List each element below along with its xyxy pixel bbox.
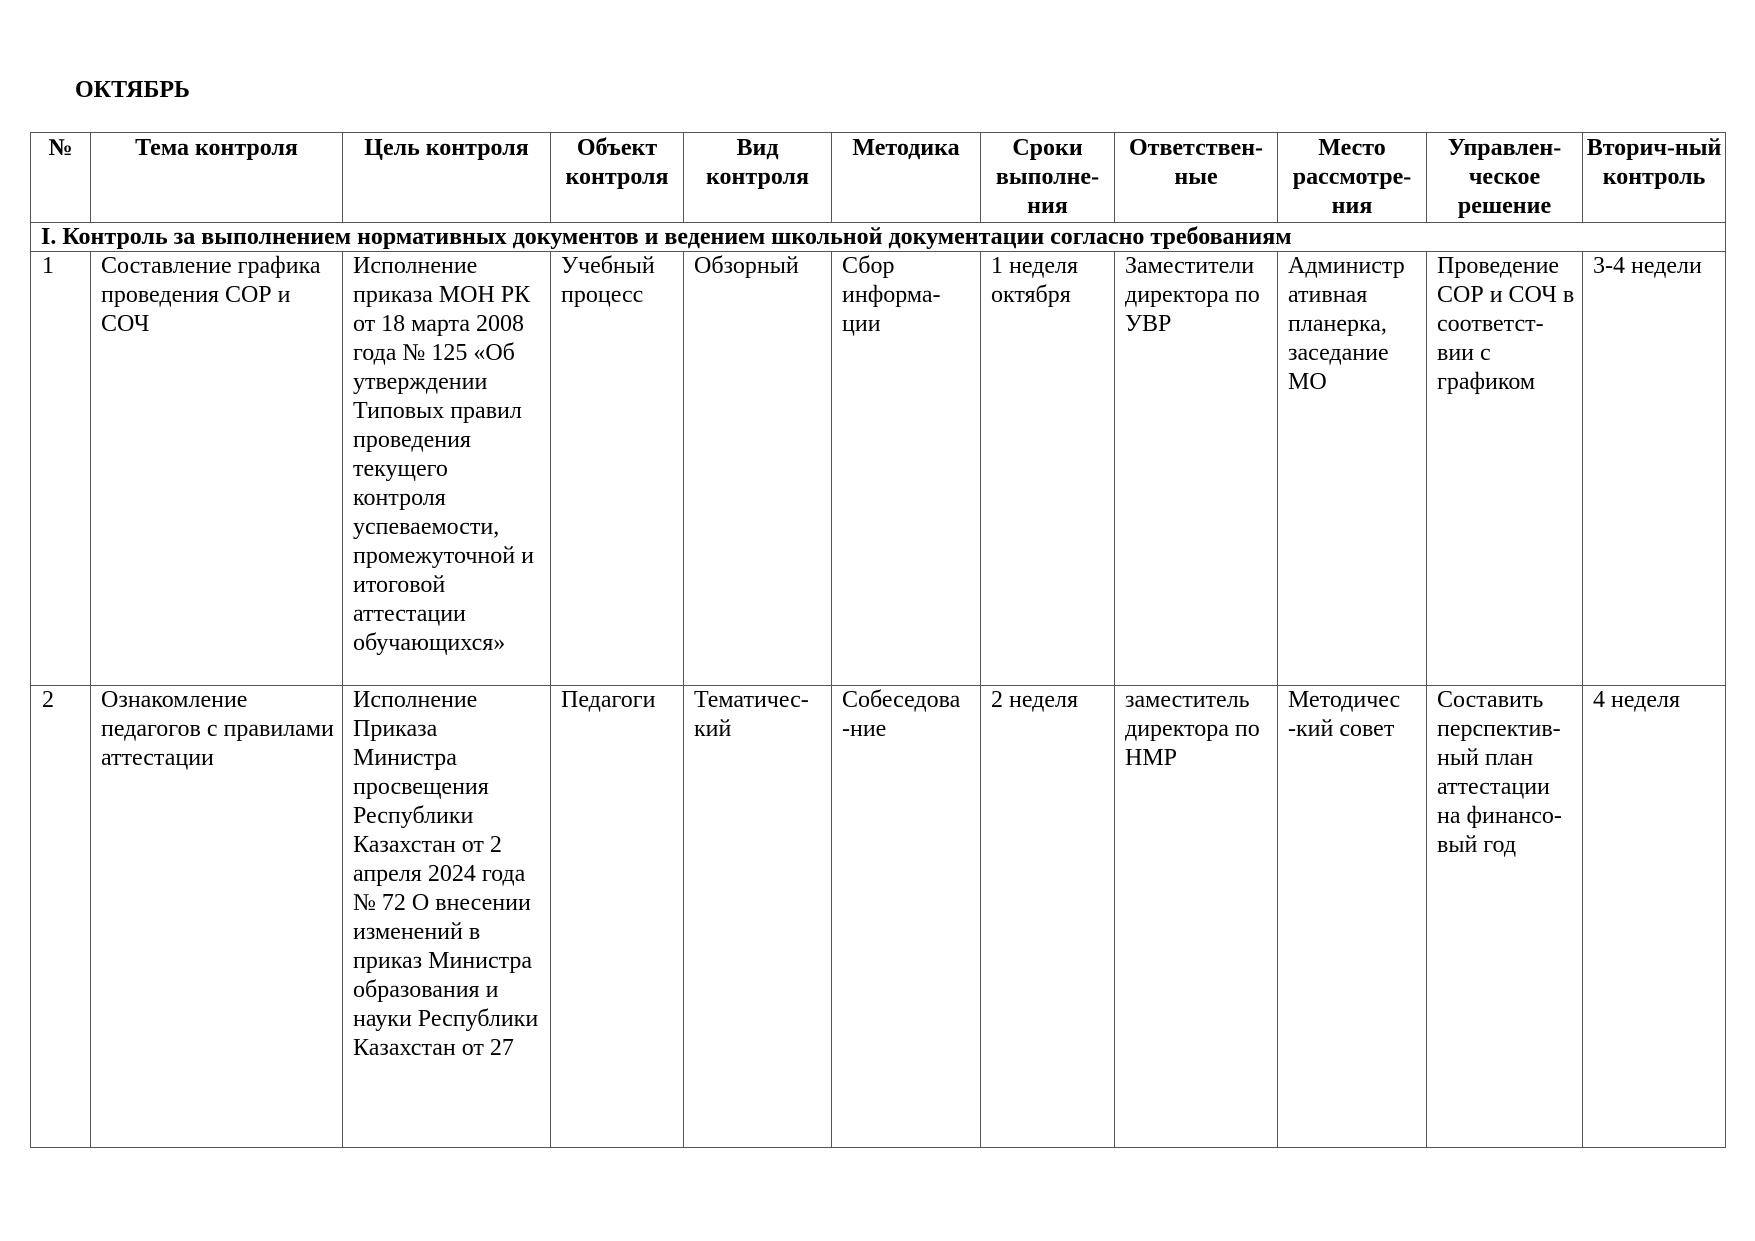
header-goal: Цель контроля — [343, 133, 551, 223]
row-object: Учебный процесс — [551, 252, 684, 686]
row-deadline: 2 неделя — [981, 686, 1115, 1148]
control-plan-table — [30, 132, 1726, 1148]
row-goal: Исполнение приказа МОН РК от 18 марта 2008 года № 125 «Об утверждении Типовых правил проведения текущего контроля успеваемости, промежуточной и итоговой аттестации обучающихся» — [343, 252, 551, 686]
table-row — [31, 686, 1726, 1148]
row-responsible: Заместители директора по УВР — [1115, 252, 1278, 686]
header-type: Вид контроля — [684, 133, 832, 223]
section-row — [31, 223, 1726, 252]
page-heading: ОКТЯБРЬ — [75, 77, 190, 103]
row-num: 1 — [31, 252, 91, 686]
row-place: Методичес -кий совет — [1278, 686, 1427, 1148]
table-row — [31, 252, 1726, 686]
table-header-row — [31, 133, 1726, 223]
row-deadline: 1 неделя октября — [981, 252, 1115, 686]
header-deadline: Сроки выполне-ния — [981, 133, 1115, 223]
row-topic: Ознакомление педагогов с правилами аттестации — [91, 686, 343, 1148]
row-num: 2 — [31, 686, 91, 1148]
header-place: Место рассмотре-ния — [1278, 133, 1427, 223]
row-goal: Исполнение Приказа Министра просвещения Республики Казахстан от 2 апреля 2024 года № 72 О внесении изменений в приказ Министра образования и науки Республики Казахстан от 27 — [343, 686, 551, 1148]
header-responsible: Ответствен-ные — [1115, 133, 1278, 223]
row-responsible: заместитель директора по НМР — [1115, 686, 1278, 1148]
row-place: Администр ативная планерка, заседание МО — [1278, 252, 1427, 686]
row-type: Обзорный — [684, 252, 832, 686]
row-secondary: 4 неделя — [1583, 686, 1726, 1148]
row-method: Сбор информа-ции — [832, 252, 981, 686]
header-decision: Управлен-ческое решение — [1427, 133, 1583, 223]
row-type: Тематичес-кий — [684, 686, 832, 1148]
header-method: Методика — [832, 133, 981, 223]
section-title: I. Контроль за выполнением нормативных документов и ведением школьной документации согласно требованиям — [31, 223, 1726, 252]
row-topic: Составление графика проведения СОР и СОЧ — [91, 252, 343, 686]
header-object: Объект контроля — [551, 133, 684, 223]
row-secondary: 3-4 недели — [1583, 252, 1726, 686]
header-secondary: Вторич-ный контроль — [1583, 133, 1726, 223]
row-object: Педагоги — [551, 686, 684, 1148]
row-decision: Проведение СОР и СОЧ в соответст-вии с графиком — [1427, 252, 1583, 686]
row-decision: Составить перспектив-ный план аттестации на финансо-вый год — [1427, 686, 1583, 1148]
header-topic: Тема контроля — [91, 133, 343, 223]
row-method: Собеседова -ние — [832, 686, 981, 1148]
header-num: № — [31, 133, 91, 223]
